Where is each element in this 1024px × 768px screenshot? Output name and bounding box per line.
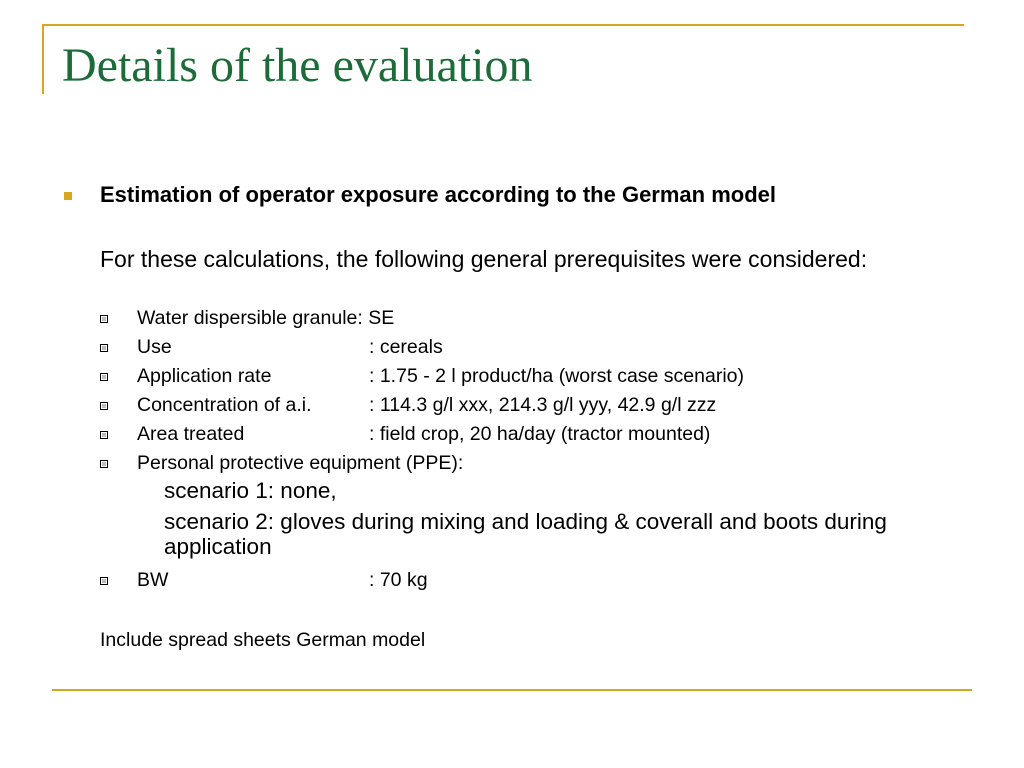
bw-list (100, 566, 980, 595)
item-label: Use (137, 336, 172, 358)
square-bullet-icon (64, 192, 72, 200)
bottom-divider-line (52, 689, 972, 691)
item-label: Water dispersible granule: SE (137, 307, 395, 329)
intro-text: For these calculations, the following general prerequisites were considered: (100, 246, 868, 272)
item-label: Application rate (137, 365, 272, 387)
item-value: : cereals (369, 336, 443, 358)
list-item (100, 420, 980, 449)
item-label: Concentration of a.i. (137, 394, 312, 416)
ppe-scenarios (164, 478, 964, 565)
list-item (100, 391, 980, 420)
footer-note: Include spread sheets German model (100, 629, 426, 651)
list-item (100, 449, 980, 478)
scenario-text: scenario 2: gloves during mixing and loading & coverall and boots during application (164, 509, 887, 559)
scenario-text: scenario 1: none, (164, 478, 337, 503)
list-item (100, 362, 980, 391)
item-label: Personal protective equipment (PPE): (137, 452, 464, 474)
item-value: : 70 kg (369, 569, 428, 591)
slide-title: Details of the evaluation (62, 39, 533, 92)
item-label: BW (137, 569, 169, 591)
list-item (100, 304, 980, 333)
checkbox-bullet-icon (100, 431, 108, 439)
item-value: : field crop, 20 ha/day (tractor mounted) (369, 423, 711, 445)
left-accent-line (42, 24, 44, 94)
checkbox-bullet-icon (100, 315, 108, 323)
checkbox-bullet-icon (100, 344, 108, 352)
checkbox-bullet-icon (100, 460, 108, 468)
list-item (100, 566, 980, 595)
item-label: Area treated (137, 423, 245, 445)
item-value: : 114.3 g/l xxx, 214.3 g/l yyy, 42.9 g/l zzz (369, 394, 717, 416)
section-heading: Estimation of operator exposure according to the German model (100, 182, 777, 207)
prerequisites-list (100, 304, 980, 478)
checkbox-bullet-icon (100, 373, 108, 381)
checkbox-bullet-icon (100, 402, 108, 410)
item-value: : 1.75 - 2 l product/ha (worst case scenario) (369, 365, 745, 387)
list-item (100, 333, 980, 362)
top-divider-line (42, 24, 964, 26)
checkbox-bullet-icon (100, 577, 108, 585)
